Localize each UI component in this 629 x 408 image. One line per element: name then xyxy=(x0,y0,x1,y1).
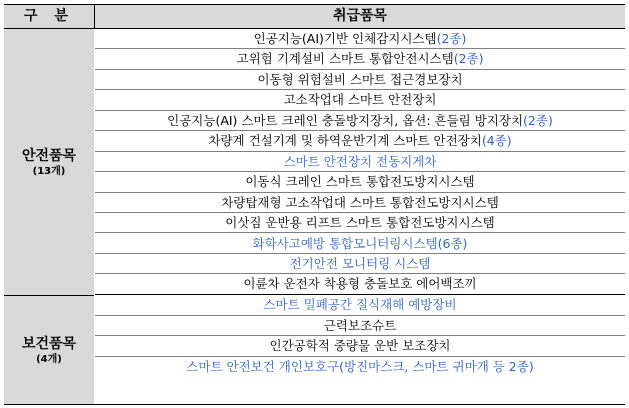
table-row xyxy=(95,213,625,233)
table-row xyxy=(95,70,625,90)
table-row xyxy=(95,172,625,192)
item-name: 차량탑재형 고소작업대 스마트 통합전도방지시스템 xyxy=(221,194,499,210)
table-row xyxy=(95,29,625,49)
item-name: 이동식 크레인 스마트 통합전도방지시스템 xyxy=(245,174,475,190)
item-name: 전기안전 모니터링 시스템 xyxy=(289,255,431,271)
table-row xyxy=(95,295,625,315)
table-row xyxy=(95,336,625,356)
table-row xyxy=(95,316,625,336)
item-name: 이륜차 운전자 착용형 충돌보호 에어백조끼 xyxy=(243,276,477,292)
table-row xyxy=(95,90,625,110)
item-name: 고위험 기계설비 스마트 통합안전시스템 xyxy=(236,51,454,67)
item-name: 스마트 안전장치 전동지게차 xyxy=(283,153,437,169)
item-name: 스마트 밀폐공간 질식재해 예방장비 xyxy=(263,297,457,313)
group-count: (13개) xyxy=(32,165,66,177)
item-name: 화학사고예방 통합모니터링시스템 xyxy=(252,235,438,251)
table-row xyxy=(95,131,625,151)
item-variant-count: (2종) xyxy=(436,31,467,46)
table-row xyxy=(95,111,625,131)
item-name: 근력보조슈트 xyxy=(323,317,397,333)
table-row xyxy=(95,234,625,254)
item-variant-count: (2종) xyxy=(523,112,553,128)
table-row xyxy=(95,357,625,377)
table-row xyxy=(95,193,625,213)
table-header xyxy=(4,5,625,29)
group-title: 안전품목 xyxy=(21,147,77,164)
table-row xyxy=(95,152,625,172)
table-row xyxy=(95,274,625,294)
item-name: 스마트 안전보건 개인보호구(방진마스크, 스마트 귀마개 등 2종) xyxy=(186,358,534,374)
item-name: 차량계 건설기계 및 하역운반기계 스마트 안전장치 xyxy=(208,133,482,149)
item-name: 이삿짐 운반용 리프트 스마트 통합전도방지시스템 xyxy=(225,215,495,231)
table-row xyxy=(95,49,625,69)
header-category: 구 분 xyxy=(24,8,74,24)
items-table xyxy=(4,4,625,405)
item-variant-count: (4종) xyxy=(481,133,512,149)
item-variant-count: (2종) xyxy=(453,51,484,67)
group-title: 보건품목 xyxy=(21,335,77,352)
item-name: 이동형 위험설비 스마트 접근경보장치 xyxy=(257,71,463,87)
group-count: (4개) xyxy=(36,353,62,365)
item-name: 인간공학적 중량물 운반 보조장치 xyxy=(269,338,451,354)
group-safety xyxy=(4,29,94,295)
item-name: 인공지능(AI)기반 인체감지시스템 xyxy=(253,31,437,46)
header-items: 취급품목 xyxy=(94,5,625,28)
table-row xyxy=(95,254,625,274)
item-variant-count: (6종) xyxy=(437,235,468,251)
group-health xyxy=(4,296,94,404)
item-name: 고소작업대 스마트 안전장치 xyxy=(283,92,437,108)
item-name: 인공지능(AI) 스마트 크레인 충돌방지장치, 옵션: 흔들림 방지장치 xyxy=(167,112,524,128)
